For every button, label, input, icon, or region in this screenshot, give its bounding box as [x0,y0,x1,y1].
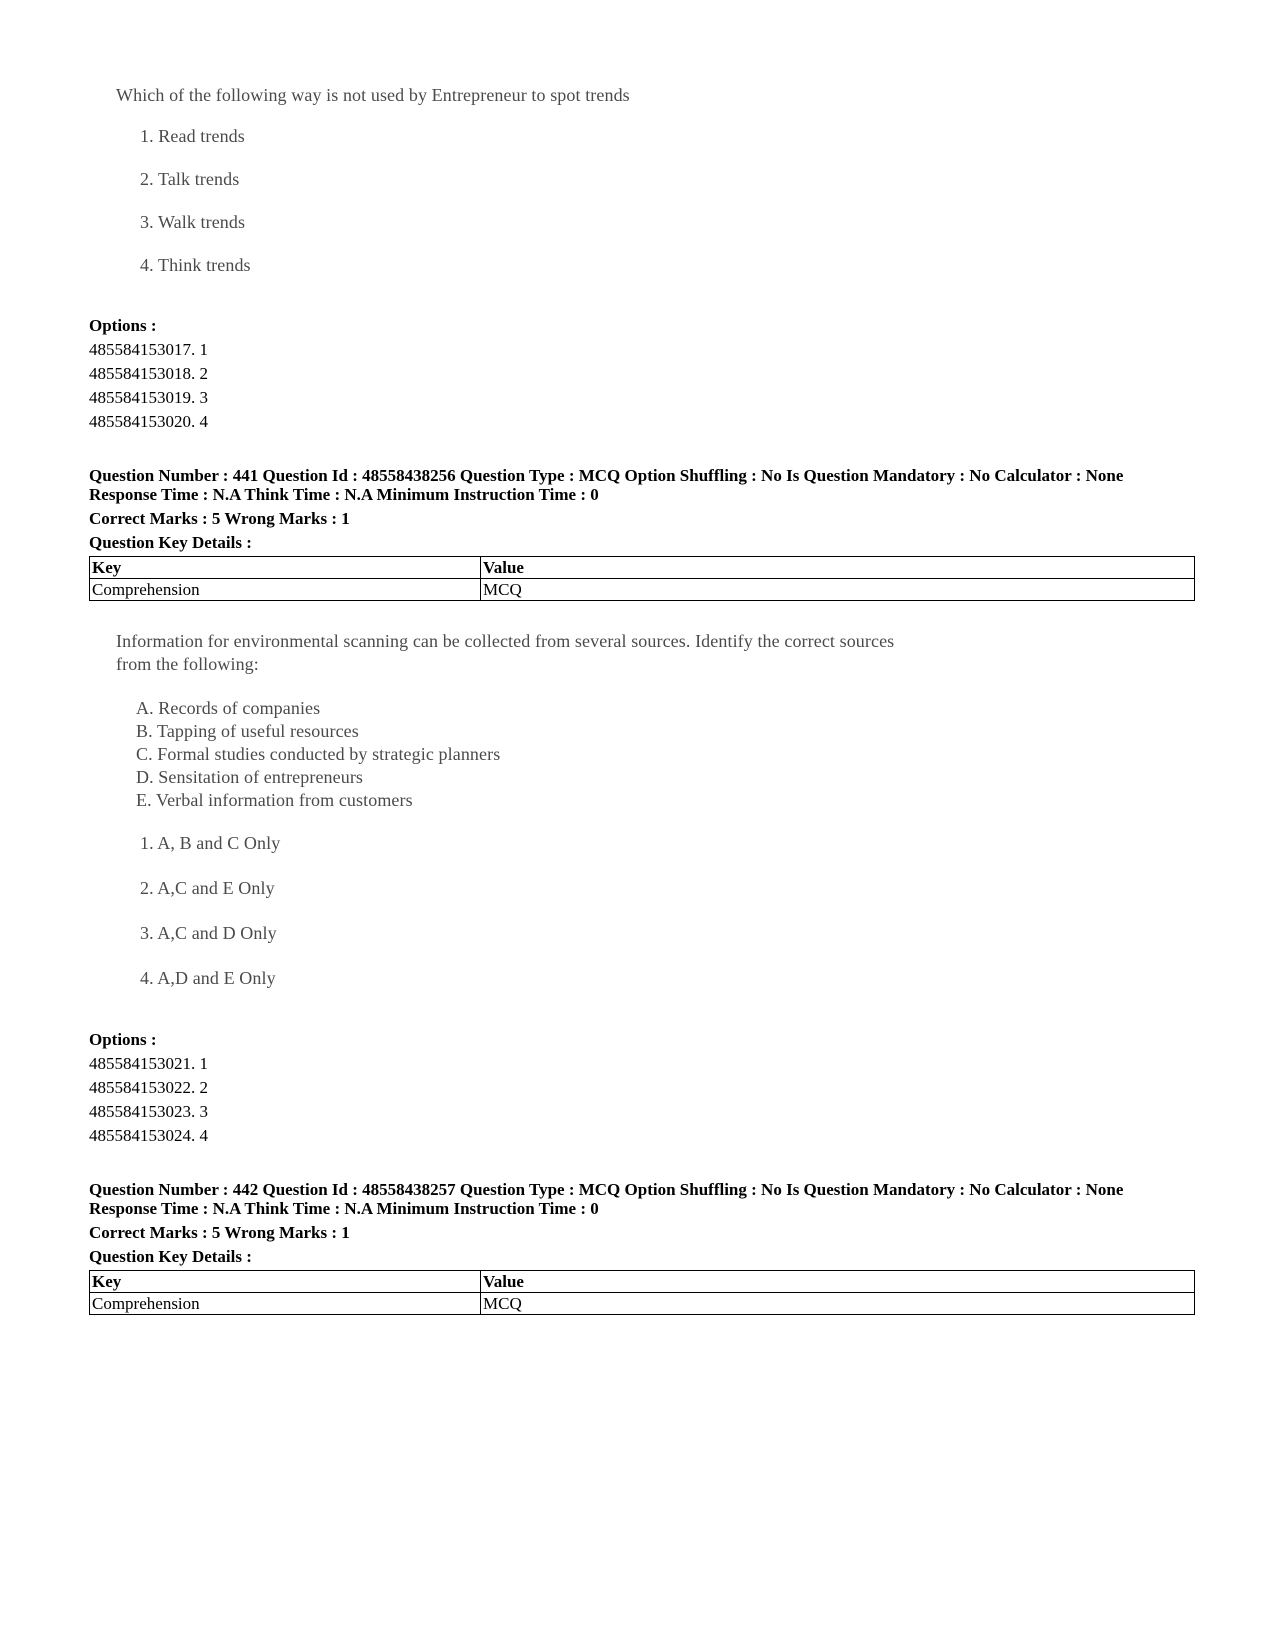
table-cell-key: Comprehension [90,1293,481,1315]
marks-line: Correct Marks : 5 Wrong Marks : 1 [89,1223,350,1242]
table-header-row [90,557,1195,579]
question-image-440 [116,84,816,284]
statement-b: B. Tapping of useful resources [136,721,359,741]
options-label: Options : [89,316,157,335]
key-details-table [89,556,1195,601]
table-cell-value: MCQ [481,579,1195,601]
question-meta-line: Response Time : N.A Think Time : N.A Minimum Instruction Time : 0 [89,1199,599,1218]
choice-4: 4. Think trends [140,255,251,275]
option-line: 485584153019. 3 [89,388,208,407]
question-image-441 [116,630,1116,990]
option-line: 485584153020. 4 [89,412,208,431]
option-line: 485584153018. 2 [89,364,208,383]
statement-c: C. Formal studies conducted by strategic planners [136,744,501,764]
statement-d: D. Sensitation of entrepreneurs [136,767,364,787]
table-header-key: Key [90,557,481,579]
question-stem-line: from the following: [116,654,259,674]
table-cell-key: Comprehension [90,579,481,601]
question-stem-line: Information for environmental scanning can be collected from several sources. Identify the correct sources [116,631,895,651]
table-header-key: Key [90,1271,481,1293]
table-header-row [90,1271,1195,1293]
choice-2: 2. A,C and E Only [140,878,275,898]
table-header-value: Value [481,557,1195,579]
option-line: 485584153023. 3 [89,1102,208,1121]
table-cell-value: MCQ [481,1293,1195,1315]
option-line: 485584153024. 4 [89,1126,208,1145]
statement-a: A. Records of companies [136,698,321,718]
question-stem: Which of the following way is not used by Entrepreneur to spot trends [116,85,630,105]
choice-1: 1. A, B and C Only [140,833,281,853]
statement-e: E. Verbal information from customers [136,790,413,810]
question-meta-line: Question Number : 441 Question Id : 48558438256 Question Type : MCQ Option Shuffling : No Is Question Mandatory : No Calculator : None [89,466,1124,485]
key-details-label: Question Key Details : [89,1247,252,1266]
table-header-value: Value [481,1271,1195,1293]
key-details-label: Question Key Details : [89,533,252,552]
choice-3: 3. A,C and D Only [140,923,277,943]
table-row [90,1293,1195,1315]
options-label: Options : [89,1030,157,1049]
choice-4: 4. A,D and E Only [140,968,276,988]
question-meta-line: Question Number : 442 Question Id : 48558438257 Question Type : MCQ Option Shuffling : No Is Question Mandatory : No Calculator : None [89,1180,1124,1199]
option-line: 485584153021. 1 [89,1054,208,1073]
key-details-table [89,1270,1195,1315]
choice-1: 1. Read trends [140,126,245,146]
choice-2: 2. Talk trends [140,169,240,189]
table-row [90,579,1195,601]
question-meta-line: Response Time : N.A Think Time : N.A Minimum Instruction Time : 0 [89,485,599,504]
option-line: 485584153017. 1 [89,340,208,359]
option-line: 485584153022. 2 [89,1078,208,1097]
choice-3: 3. Walk trends [140,212,246,232]
marks-line: Correct Marks : 5 Wrong Marks : 1 [89,509,350,528]
